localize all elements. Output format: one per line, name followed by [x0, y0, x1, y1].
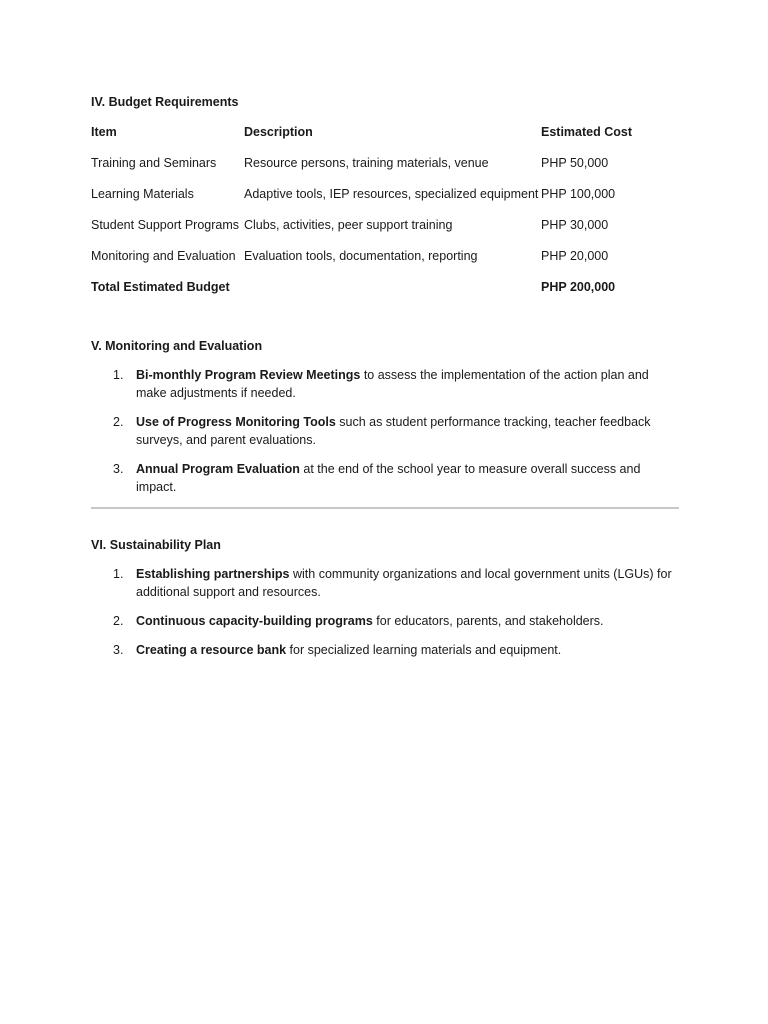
list-number: 1. — [113, 567, 124, 581]
list-item-bold: Use of Progress Monitoring Tools — [136, 415, 336, 429]
total-spacer — [244, 279, 541, 310]
cell-item: Student Support Programs — [91, 218, 239, 232]
table-total-row — [91, 279, 651, 310]
cell-description: Resource persons, training materials, venue — [244, 156, 489, 170]
monitoring-heading: V. Monitoring and Evaluation — [91, 339, 263, 353]
list-item-bold: Annual Program Evaluation — [136, 462, 300, 476]
list-item-text: to assess the implementation of the action plan and make adjustments if needed. — [136, 368, 649, 400]
monitoring-list — [91, 366, 679, 496]
cell-cost: PHP 50,000 — [541, 156, 609, 170]
table-row — [91, 248, 651, 279]
list-item — [91, 413, 679, 449]
cell-description: Clubs, activities, peer support training — [244, 218, 453, 232]
cell-cost: PHP 20,000 — [541, 249, 609, 263]
total-label: Total Estimated Budget — [91, 280, 230, 294]
sustainability-heading: VI. Sustainability Plan — [91, 538, 221, 552]
budget-heading: IV. Budget Requirements — [91, 95, 239, 109]
column-header-description: Description — [244, 125, 313, 139]
sustainability-list — [91, 565, 679, 659]
list-number: 1. — [113, 368, 124, 382]
list-number: 3. — [113, 462, 124, 476]
cell-cost: PHP 100,000 — [541, 187, 616, 201]
list-item-bold: Bi-monthly Program Review Meetings — [136, 368, 361, 382]
section-divider — [91, 507, 679, 509]
total-value: PHP 200,000 — [541, 280, 616, 294]
list-number: 2. — [113, 415, 124, 429]
list-item-text: such as student performance tracking, teacher feedback surveys, and parent evaluations. — [136, 415, 651, 447]
cell-cost: PHP 30,000 — [541, 218, 609, 232]
list-number: 3. — [113, 643, 124, 657]
list-item-text: at the end of the school year to measure overall success and impact. — [136, 462, 641, 494]
list-item — [91, 641, 679, 659]
list-item-text: with community organizations and local government units (LGUs) for additional support and resources. — [136, 567, 672, 599]
list-item-bold: Creating a resource bank — [136, 643, 287, 657]
list-item — [91, 366, 679, 402]
column-header-item: Item — [91, 125, 117, 139]
list-item — [91, 612, 679, 630]
list-item-bold: Establishing partnerships — [136, 567, 290, 581]
list-item-bold: Continuous capacity-building programs — [136, 614, 373, 628]
list-item — [91, 460, 679, 496]
table-row — [91, 155, 651, 186]
budget-table — [91, 124, 651, 310]
cell-item: Training and Seminars — [91, 156, 217, 170]
cell-description: Evaluation tools, documentation, reporting — [244, 249, 478, 263]
document-page — [91, 94, 679, 670]
list-item — [91, 565, 679, 601]
table-row — [91, 217, 651, 248]
list-item-text: for educators, parents, and stakeholders. — [372, 614, 604, 628]
table-header-row — [91, 124, 651, 155]
table-row — [91, 186, 651, 217]
list-number: 2. — [113, 614, 124, 628]
cell-item: Monitoring and Evaluation — [91, 249, 236, 263]
cell-description: Adaptive tools, IEP resources, specialized equipment — [244, 187, 539, 201]
cell-item: Learning Materials — [91, 187, 194, 201]
list-item-text: for specialized learning materials and equipment. — [286, 643, 562, 657]
column-header-estimated-cost: Estimated Cost — [541, 125, 632, 139]
